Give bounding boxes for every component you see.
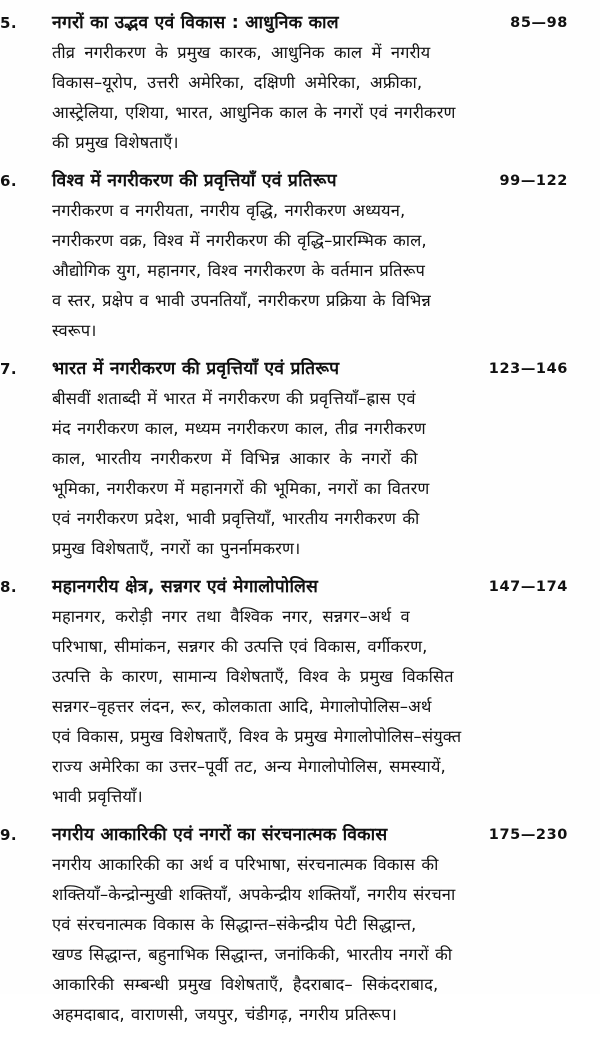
toc-description-line: व स्तर, प्रक्षेप व भावी उपनतियाँ, नगरीकरण प्रक्रिया के विभिन्न	[52, 291, 431, 310]
toc-description-line: परिभाषा, सीमांकन, सन्नगर की उत्पत्ति एवं विकास, वर्गीकरण,	[52, 637, 428, 656]
toc-description-line: भूमिका, नगरीकरण में महानगरों की भूमिका, नगरों का वितरण	[52, 479, 430, 498]
toc-entry-page-range: 123—146	[488, 361, 568, 377]
toc-description-line: स्वरूप।	[52, 321, 97, 340]
toc-entry-header	[0, 572, 584, 602]
toc-entry-description	[52, 602, 524, 812]
toc-entry-description	[52, 384, 524, 564]
toc-entry-description	[52, 38, 524, 158]
toc-entry-description	[52, 196, 524, 346]
toc-entry-title[interactable]: नगरीय आकारिकी एवं नगरों का संरचनात्मक विकास	[52, 825, 388, 845]
entry-spacer	[52, 346, 584, 352]
toc-entry-title[interactable]: विश्व में नगरीकरण की प्रवृत्तियाँ एवं प्रतिरूप	[52, 171, 337, 191]
toc-entry-description	[52, 850, 524, 1030]
toc-description-line: आस्ट्रेलिया, एशिया, भारत, आधुनिक काल के नगरों एवं नगरीकरण	[52, 103, 456, 122]
toc-description-line: राज्य अमेरिका का उत्तर–पूर्वी तट, अन्य मेगालोपोलिस, समस्यायें,	[52, 757, 446, 776]
toc-entry[interactable]	[0, 8, 600, 164]
toc-description-line: औद्योगिक युग, महानगर, विश्व नगरीकरण के वर्तमान प्रतिरूप	[52, 261, 426, 280]
toc-description-line: नगरीय आकारिकी का अर्थ व परिभाषा, संरचनात्मक विकास की	[52, 855, 439, 874]
toc-entry-title[interactable]: महानगरीय क्षेत्र, सन्नगर एवं मेगालोपोलिस	[52, 577, 319, 597]
toc-entry-title[interactable]: नगरों का उद्भव एवं विकास : आधुनिक काल	[52, 13, 339, 33]
entry-spacer	[52, 1030, 584, 1036]
toc-entry-title[interactable]: भारत में नगरीकरण की प्रवृत्तियाँ एवं प्रतिरूप	[52, 359, 340, 379]
toc-description-line: आकारिकी सम्बन्धी प्रमुख विशेषताएँ, हैदराबाद– सिकंदराबाद,	[52, 975, 439, 994]
toc-description-line: बीसवीं शताब्दी में भारत में नगरीकरण की प्रवृत्तियाँ–ह्रास एवं	[52, 389, 416, 408]
toc-description-line: की प्रमुख विशेषताएँ।	[52, 133, 179, 152]
toc-entry-header	[0, 8, 584, 38]
toc-entry-page-range: 175—230	[488, 827, 568, 843]
toc-description-line: सन्नगर–वृहत्तर लंदन, रूर, कोलकाता आदि, मेगालोपोलिस–अर्थ	[52, 697, 432, 716]
entry-spacer	[52, 158, 584, 164]
toc-entry-header	[0, 354, 584, 384]
toc-description-line: मंद नगरीकरण काल, मध्यम नगरीकरण काल, तीव्र नगरीकरण	[52, 419, 426, 438]
toc-entry[interactable]	[0, 572, 600, 818]
toc-entry-number: 6.	[0, 172, 18, 190]
toc-description-line: काल, भारतीय नगरीकरण में विभिन्न आकार के नगरों की	[52, 449, 418, 468]
toc-entry-number: 8.	[0, 578, 18, 596]
toc-description-line: अहमदाबाद, वाराणसी, जयपुर, चंडीगढ़, नगरीय प्रतिरूप।	[52, 1005, 397, 1024]
toc-entry-number: 5.	[0, 14, 18, 32]
toc-description-line: नगरीकरण व नगरीयता, नगरीय वृद्धि, नगरीकरण अध्ययन,	[52, 201, 406, 220]
toc-entry-header	[0, 166, 584, 196]
toc-entry-header	[0, 820, 584, 850]
entry-spacer	[52, 564, 584, 570]
toc-entry[interactable]	[0, 354, 600, 570]
toc-entry-page-range: 99—122	[499, 173, 568, 189]
table-of-contents	[0, 8, 600, 1038]
entry-spacer	[52, 812, 584, 818]
toc-description-line: एवं विकास, प्रमुख विशेषताएँ, विश्व के प्रमुख मेगालोपोलिस–संयुक्त	[52, 727, 462, 746]
toc-description-line: प्रमुख विशेषताएँ, नगरों का पुनर्नामकरण।	[52, 539, 301, 558]
toc-entry-page-range: 85—98	[510, 15, 568, 31]
toc-description-line: तीव्र नगरीकरण के प्रमुख कारक, आधुनिक काल में नगरीय	[52, 43, 431, 62]
toc-entry-page-range: 147—174	[488, 579, 568, 595]
toc-description-line: शक्तियाँ–केन्द्रोन्मुखी शक्तियाँ, अपकेन्द्रीय शक्तियाँ, नगरीय संरचना	[52, 885, 456, 904]
toc-description-line: महानगर, करोड़ी नगर तथा वैश्विक नगर, सन्नगर–अर्थ व	[52, 607, 410, 626]
toc-description-line: भावी प्रवृत्तियाँ।	[52, 787, 143, 806]
toc-description-line: उत्पत्ति के कारण, सामान्य विशेषताएँ, विश्व के प्रमुख विकसित	[52, 667, 454, 686]
toc-entry-number: 7.	[0, 360, 18, 378]
toc-description-line: एवं संरचनात्मक विकास के सिद्धान्त–संकेन्द्रीय पेटी सिद्धान्त,	[52, 915, 417, 934]
toc-entry-number: 9.	[0, 826, 18, 844]
toc-entry[interactable]	[0, 820, 600, 1036]
toc-description-line: खण्ड सिद्धान्त, बहुनाभिक सिद्धान्त, जनांकिकी, भारतीय नगरों की	[52, 945, 453, 964]
toc-description-line: विकास–यूरोप, उत्तरी अमेरिका, दक्षिणी अमेरिका, अफ्रीका,	[52, 73, 423, 92]
toc-description-line: एवं नगरीकरण प्रदेश, भावी प्रवृत्तियाँ, भारतीय नगरीकरण की	[52, 509, 420, 528]
toc-description-line: नगरीकरण वक्र, विश्व में नगरीकरण की वृद्धि–प्रारम्भिक काल,	[52, 231, 427, 250]
toc-entry[interactable]	[0, 166, 600, 352]
